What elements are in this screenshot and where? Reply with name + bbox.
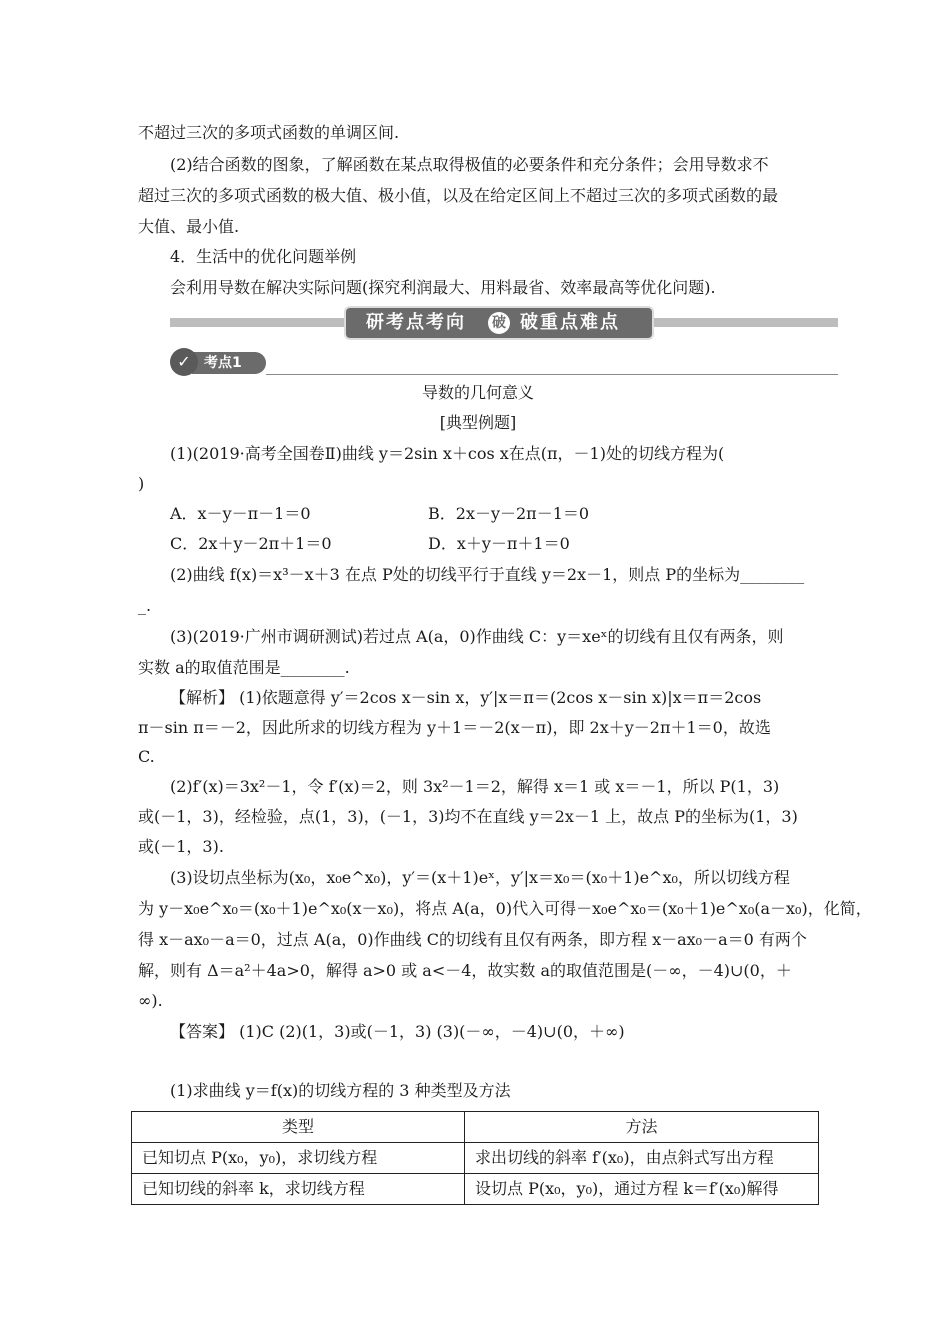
table-cell: 设切点 P(x₀，y₀)，通过方程 k＝f′(x₀)解得	[465, 1174, 819, 1205]
analysis-line: (3)设切点坐标为(x₀，x₀e^x₀)，y′＝(x＋1)eˣ，y′|x＝x₀＝(x₀＋1)e^x₀，所以切线方程	[170, 868, 790, 887]
option-d: D．x＋y－π＋1＝0	[428, 534, 570, 553]
question-stem: (1)(2019·高考全国卷Ⅱ)曲线 y＝2sin x＋cos x在点(π，－1)处的切线方程为(	[170, 444, 725, 463]
section-title: 导数的几何意义	[421, 383, 534, 402]
question-stem: (2)曲线 f(x)＝x³－x＋3 在点 P处的切线平行于直线 y＝2x－1，则点 P的坐标为________	[170, 565, 805, 584]
question-stem: (3)(2019·广州市调研测试)若过点 A(a，0)作曲线 C：y＝xeˣ的切线有且仅有两条，则	[170, 627, 784, 646]
analysis-line: 【解析】 (1)依题意得 y′＝2cos x－sin x，y′|x＝π＝(2cos x－sin x)|x＝π＝2cos	[170, 688, 762, 707]
analysis-line: 为 y－x₀e^x₀＝(x₀＋1)e^x₀(x－x₀)，将点 A(a，0)代入可得－x₀e^x₀＝(x₀＋1)e^x₀(a－x₀)，化简，	[138, 899, 872, 918]
point-badge	[170, 348, 838, 376]
table-header-method: 方法	[465, 1112, 819, 1143]
badge-label: 考点1	[192, 352, 266, 374]
banner-left-text: 研考点考向	[366, 312, 466, 333]
analysis-line: ∞).	[138, 991, 163, 1010]
banner-right-text: 破重点难点	[520, 312, 620, 333]
analysis-line: 得 x－ax₀－a＝0，过点 A(a，0)作曲线 C的切线有且仅有两条，即方程 x－ax₀－a＝0 有两个	[138, 930, 807, 949]
table-header-type: 类型	[132, 1112, 465, 1143]
question-stem: 实数 a的取值范围是________.	[138, 658, 350, 677]
option-a: A．x－y－π－1＝0	[170, 504, 311, 523]
table-header-row	[132, 1112, 819, 1143]
analysis-line: 或(－1，3)，经检验，点(1，3)，(－1，3)均不在直线 y＝2x－1 上，故点 P的坐标为(1，3)	[138, 807, 798, 826]
text-line: 大值、最小值.	[138, 217, 240, 236]
text-line: 不超过三次的多项式函数的单调区间.	[138, 123, 400, 142]
analysis-line: π－sin π＝－2，因此所求的切线方程为 y＋1＝－2(x－π)，即 2x＋y－2π＋1＝0，故选	[138, 718, 771, 737]
analysis-line: (2)f′(x)＝3x²－1，令 f′(x)＝2，则 3x²－1＝2，解得 x＝1 或 x＝－1，所以 P(1，3)	[170, 777, 780, 796]
check-icon: ✓	[170, 348, 198, 376]
option-b: B．2x－y－2π－1＝0	[428, 504, 590, 523]
table-cell: 求出切线的斜率 f′(x₀)，由点斜式写出方程	[465, 1143, 819, 1174]
section-subtitle: [典型例题]	[439, 413, 517, 432]
text-line: 超过三次的多项式函数的极大值、极小值，以及在给定区间上不超过三次的多项式函数的最	[138, 186, 779, 205]
table-title: (1)求曲线 y＝f(x)的切线方程的 3 种类型及方法	[170, 1081, 511, 1100]
question-stem: )	[138, 474, 145, 493]
table-row	[132, 1143, 819, 1174]
answer-line: 【答案】 (1)C (2)(1，3)或(－1，3) (3)(－∞，－4)∪(0，＋∞)	[170, 1022, 625, 1041]
badge-rule	[266, 374, 838, 375]
banner-circle-icon: 破	[488, 312, 510, 334]
text-line: 会利用导数在解决实际问题(探究利润最大、用料最省、效率最高等优化问题).	[170, 278, 716, 297]
section-banner	[170, 308, 838, 338]
method-table	[131, 1111, 819, 1205]
table-cell: 已知切点 P(x₀，y₀)，求切线方程	[132, 1143, 465, 1174]
table-row	[132, 1174, 819, 1205]
text-line: 4．生活中的优化问题举例	[170, 247, 357, 266]
question-stem: _.	[138, 596, 152, 615]
text-line: (2)结合函数的图象，了解函数在某点取得极值的必要条件和充分条件；会用导数求不	[170, 155, 769, 174]
table-cell: 已知切线的斜率 k，求切线方程	[132, 1174, 465, 1205]
analysis-line: 解，则有 Δ＝a²＋4a>0，解得 a>0 或 a<－4，故实数 a的取值范围是(－∞，－4)∪(0，＋	[138, 961, 792, 980]
analysis-line: C.	[138, 747, 155, 766]
analysis-line: 或(－1，3).	[138, 837, 224, 856]
option-c: C．2x＋y－2π＋1＝0	[170, 534, 332, 553]
